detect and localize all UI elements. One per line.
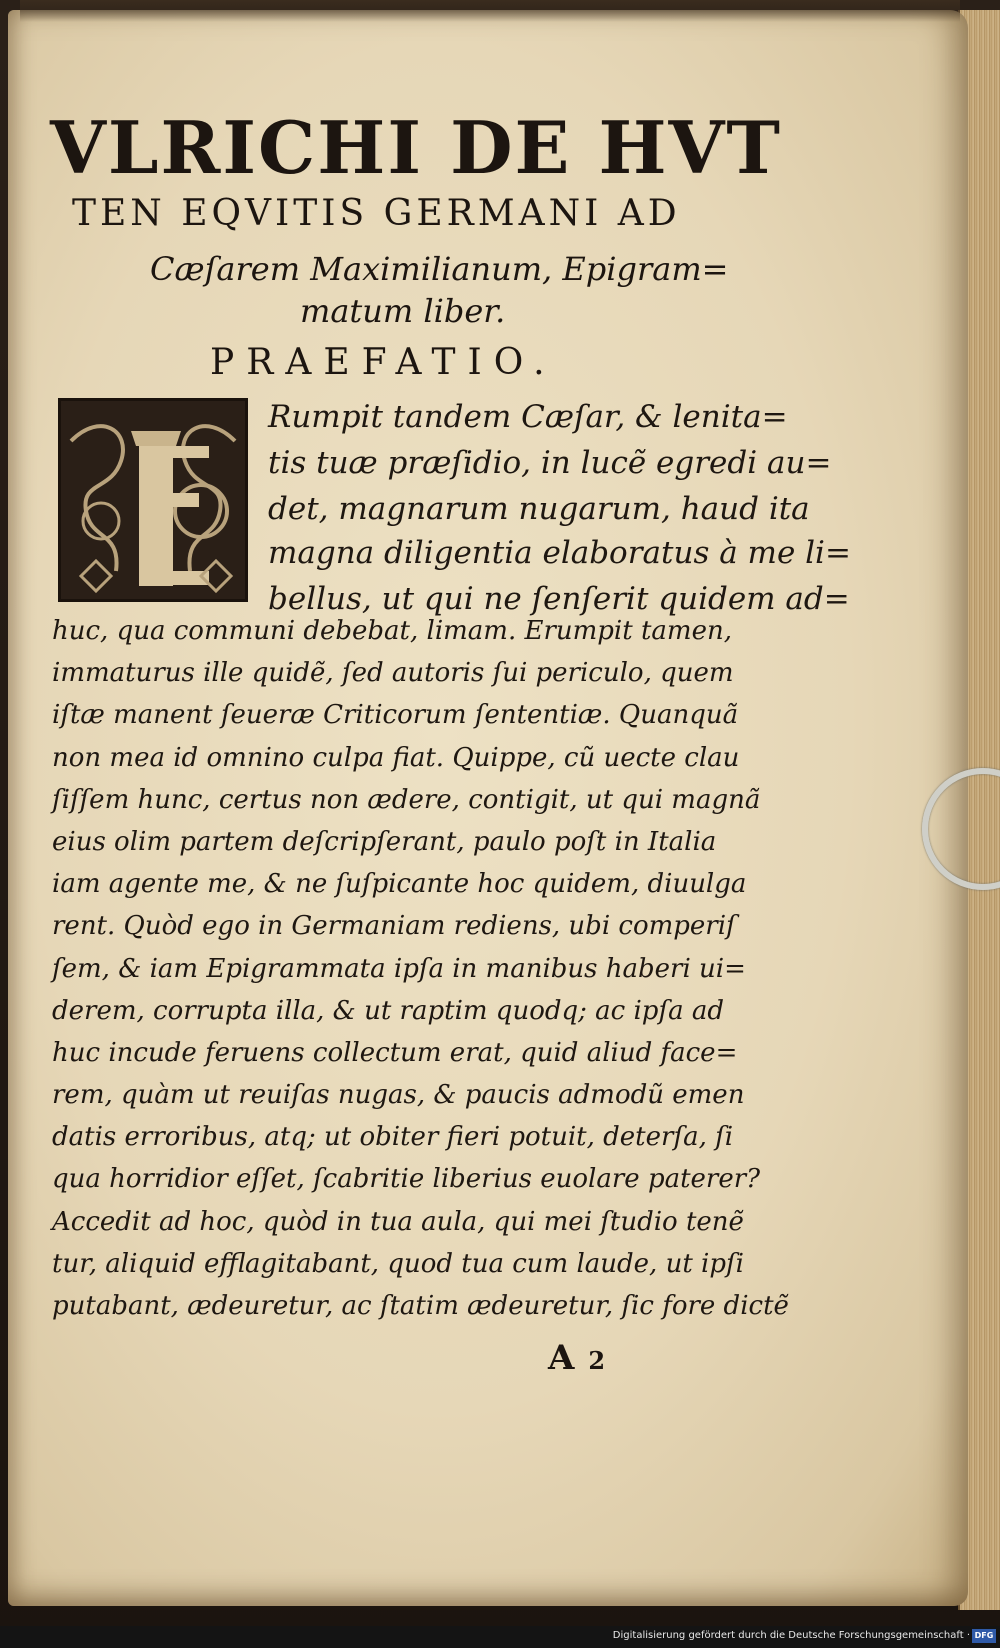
body-line: tis tuæ præſidio, in lucẽ egredi au= bbox=[268, 445, 832, 481]
title-line-3: Cæſarem Maximilianum, Epigram= bbox=[150, 250, 729, 288]
title-line-1: VLRICHI DE HVT bbox=[50, 105, 782, 190]
signature-mark bbox=[548, 1338, 605, 1378]
body-line: huc incude feruens collectum erat, quid aliud face= bbox=[52, 1038, 738, 1068]
body-line: rent. Quòd ego in Germaniam rediens, ubi comperiſ bbox=[52, 911, 736, 941]
dfg-logo-icon: DFG bbox=[972, 1629, 996, 1643]
body-line: non mea id omnino culpa fiat. Quippe, cũ uecte clau bbox=[52, 743, 740, 773]
digitization-credit: Digitalisierung gefördert durch die Deutsche Forschungsgemeinschaft · bbox=[612, 1630, 970, 1641]
section-heading: PRAEFATIO. bbox=[210, 342, 557, 383]
body-line: qua horridior eſſet, ſcabritie liberius euolare paterer? bbox=[52, 1164, 761, 1194]
signature-letter: A bbox=[548, 1338, 575, 1378]
body-line: datis erroribus, atq; ut obiter fieri potuit, deterſa, ſi bbox=[52, 1122, 734, 1152]
body-line: bellus, ut qui ne ſenſerit quidem ad= bbox=[268, 581, 850, 617]
body-line: magna diligentia elaboratus à me li= bbox=[268, 535, 851, 571]
body-line: ſem, & iam Epigrammata ipſa in manibus haberi ui= bbox=[52, 954, 746, 984]
body-line: putabant, ædeuretur, ac ſtatim ædeuretur, ſic fore dictẽ bbox=[52, 1291, 789, 1321]
body-line: derem, corrupta illa, & ut raptim quodq; ac ipſa ad bbox=[52, 996, 724, 1026]
body-line: Rumpit tandem Cæſar, & lenita= bbox=[268, 399, 788, 435]
body-line: eius olim partem deſcripſerant, paulo poſt in Italia bbox=[52, 827, 717, 857]
body-line: immaturus ille quidẽ, ſed autoris ſui periculo, quem bbox=[52, 658, 734, 688]
body-line: huc, qua communi debebat, limam. Erumpit tamen, bbox=[52, 616, 732, 646]
signature-number: 2 bbox=[588, 1346, 606, 1375]
body-line: iſtæ manent ſeueræ Criticorum ſententiæ. Quanquã bbox=[52, 700, 739, 730]
body-line: iam agente me, & ne ſuſpicante hoc quidem, diuulga bbox=[52, 869, 747, 899]
title-line-2: TEN EQVITIS GERMANI AD bbox=[72, 193, 681, 234]
body-line: Accedit ad hoc, quòd in tua aula, qui mei ſtudio tenẽ bbox=[52, 1207, 744, 1237]
title-line-4: matum liber. bbox=[300, 292, 506, 330]
body-line: tur, aliquid efflagitabant, quod tua cum laude, ut ipſi bbox=[52, 1249, 744, 1279]
body-line: rem, quàm ut reuiſas nugas, & paucis admodũ emen bbox=[52, 1080, 745, 1110]
body-line: ſiſſem hunc, certus non ædere, contigit, ut qui magnã bbox=[52, 785, 761, 815]
body-line: det, magnarum nugarum, haud ita bbox=[268, 491, 810, 527]
